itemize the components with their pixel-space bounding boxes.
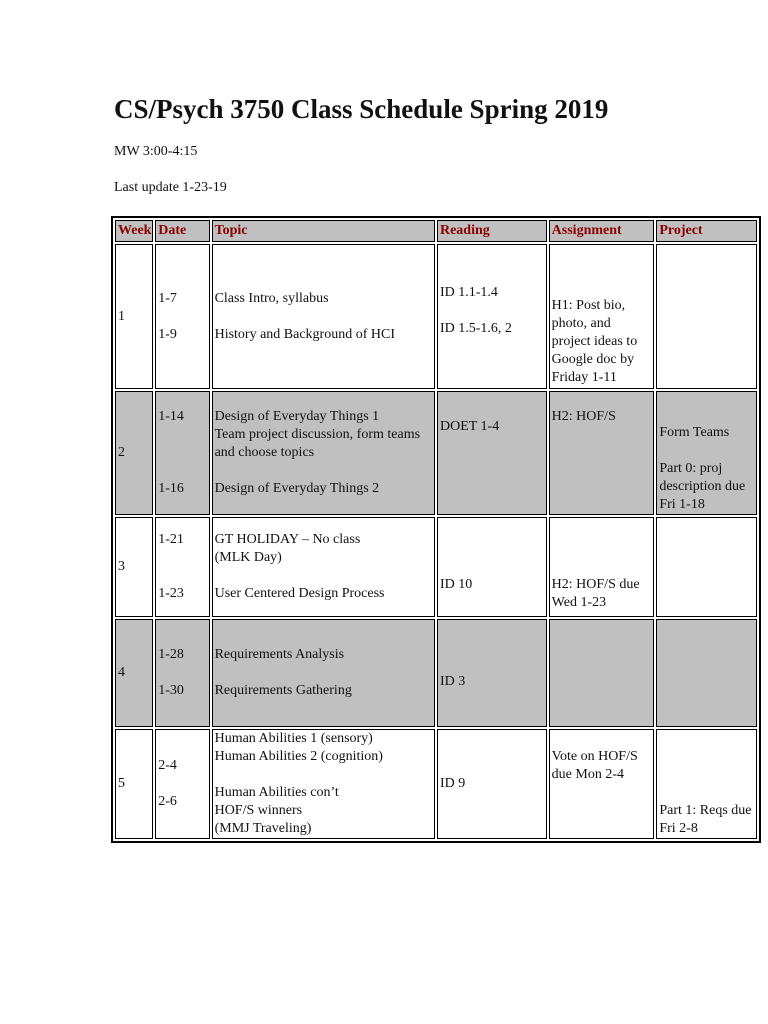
assignment-cell [549, 619, 655, 727]
reading-cell [437, 517, 547, 617]
date-cell [155, 619, 209, 727]
topic-cell [212, 391, 435, 515]
schedule-table [111, 216, 761, 843]
topic-cell [212, 619, 435, 727]
assignment: H2: HOF/S due Wed 1-23 [551, 577, 640, 610]
topic: Requirements Gathering [214, 683, 352, 698]
assignment-cell [549, 391, 655, 515]
topic: Design of Everyday Things 1 [214, 409, 380, 424]
topic: Requirements Analysis [214, 647, 345, 662]
reading: ID 10 [439, 577, 473, 592]
page-title: CS/Psych 3750 Class Schedule Spring 2019 [114, 94, 609, 124]
reading-cell [437, 244, 547, 389]
table-row [115, 729, 757, 839]
table-row [115, 619, 757, 727]
week-cell: 1 [115, 244, 153, 389]
assignment: Vote on HOF/S due Mon 2-4 [551, 749, 638, 782]
reading: ID 1.1-1.4 [439, 284, 498, 300]
reading-cell [437, 619, 547, 727]
header-reading: Reading [437, 220, 547, 242]
assignment: H2: HOF/S [551, 409, 616, 424]
date-cell [155, 244, 209, 389]
topic: Team project discussion, form teams and choose topics [214, 427, 421, 460]
topic: Class Intro, syllabus [214, 290, 329, 306]
project: Part 0: proj description due Fri 1-18 [659, 461, 746, 512]
assignment-cell [549, 729, 655, 839]
table-row [115, 517, 757, 617]
date: 1-7 [158, 290, 177, 306]
project-cell [656, 619, 757, 727]
topic: Human Abilities con’t [214, 785, 339, 800]
topic-cell [212, 517, 435, 617]
reading: ID 3 [439, 674, 466, 689]
header-topic: Topic [212, 220, 435, 242]
date: 1-30 [158, 683, 184, 698]
header-assignment: Assignment [549, 220, 655, 242]
topic: User Centered Design Process [214, 586, 385, 601]
date-cell [155, 391, 209, 515]
topic: Design of Everyday Things 2 [214, 481, 380, 496]
project-cell [656, 517, 757, 617]
week-cell: 3 [115, 517, 153, 617]
project-cell [656, 729, 757, 839]
assignment-cell [549, 244, 655, 389]
topic: Human Abilities 2 (cognition) [214, 749, 383, 764]
topic: Human Abilities 1 (sensory) [214, 731, 373, 746]
table-header-row [115, 220, 757, 242]
reading-cell [437, 729, 547, 839]
reading: ID 1.5-1.6, 2 [439, 320, 512, 336]
assignment-cell [549, 517, 655, 617]
project: Form Teams [659, 425, 730, 440]
header-project: Project [656, 220, 757, 242]
date: 1-9 [158, 326, 177, 342]
date: 1-28 [158, 647, 184, 662]
topic: History and Background of HCI [214, 326, 395, 342]
date: 1-16 [158, 481, 184, 496]
project-cell [656, 391, 757, 515]
topic: GT HOLIDAY – No class (MLK Day) [214, 532, 361, 565]
date-cell [155, 729, 209, 839]
reading-cell [437, 391, 547, 515]
topic: (MMJ Traveling) [214, 821, 312, 836]
last-update: Last update 1-23-19 [114, 180, 227, 195]
date: 1-14 [158, 409, 184, 424]
assignment: H1: Post bio, photo, and project ideas to Google doc by Friday 1-11 [551, 298, 638, 385]
date: 1-23 [158, 586, 184, 601]
table-row [115, 391, 757, 515]
date: 2-4 [158, 758, 177, 773]
header-date: Date [155, 220, 209, 242]
date-cell [155, 517, 209, 617]
week-cell: 4 [115, 619, 153, 727]
table-row [115, 244, 757, 389]
project-cell [656, 244, 757, 389]
reading: ID 9 [439, 776, 466, 791]
week-cell: 5 [115, 729, 153, 839]
project: Part 1: Reqs due Fri 2-8 [659, 803, 752, 836]
topic-cell [212, 729, 435, 839]
reading: DOET 1-4 [439, 419, 500, 434]
topic-cell [212, 244, 435, 389]
week-cell: 2 [115, 391, 153, 515]
topic: HOF/S winners [214, 803, 303, 818]
header-week: Week [115, 220, 153, 242]
date: 1-21 [158, 532, 184, 547]
date: 2-6 [158, 794, 177, 809]
class-time: MW 3:00-4:15 [114, 144, 198, 159]
